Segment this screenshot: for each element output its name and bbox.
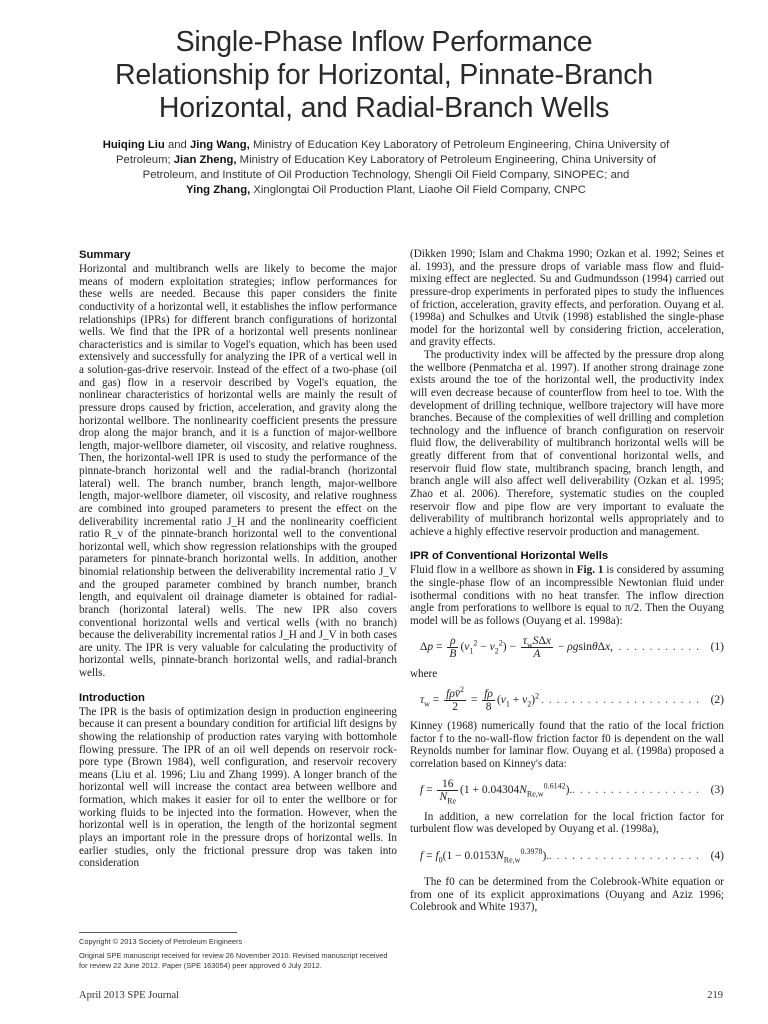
right-paragraph-3: Fluid flow in a wellbore as shown in Fig. 1 is considered by assuming the single-phase flow of an incompressible Newtonian fluid under isothermal conditions with no heat transfer. The inflow direction angle from perforations to wellbore is equal to π/2. Then the Ouyang model will be as follows (Ouyang et al. 1998a): — [410, 564, 724, 627]
equation-dots: . . . . . . . . . . . — [618, 641, 700, 654]
summary-heading: Summary — [79, 249, 131, 261]
introduction-heading: Introduction — [79, 691, 145, 704]
title-line-3: Horizontal, and Radial-Branch Wells — [158, 92, 610, 124]
title-line-1: Single-Phase Inflow Performance — [175, 26, 593, 58]
equation-3-expression: f = $\frac{16}{N_{Re}}$ $(1 + 0.04304N_{Re,w}^{0.6142})$. — [420, 778, 573, 806]
author-line-2 — [66, 153, 706, 168]
title-line-2: Relationship for Horizontal, Pinnate-Branch — [115, 59, 653, 91]
author-name: Jian Zheng, — [173, 154, 237, 166]
author-name: Huiqing Liu — [102, 139, 165, 151]
author-affiliation: Petroleum; — [116, 154, 174, 166]
page-number: 219 — [707, 990, 723, 1001]
author-block — [66, 138, 706, 198]
copyright-note: Copyright © 2013 Society of Petroleum Engineers — [79, 937, 243, 946]
equation-2-number: (2) — [710, 693, 724, 706]
equation-1-expression: Δp = $\frac{\rho}{B}$ $(v_1^2 - v_2^2)$ − $\frac{\tau_wS\Delta x}{A}$ − ρgsinθΔx, — [420, 635, 613, 660]
equation-3 — [410, 776, 724, 806]
equation-2 — [410, 685, 724, 715]
equation-2-expression: $\tau_w$ = $\frac{f\rho v̄^2}{2}$ = $\frac{f\rho}{8}$ $(v_1 + v_2)^2$ — [420, 684, 540, 713]
author-name: Jing Wang, — [189, 139, 250, 151]
equation-3-number: (3) — [710, 784, 724, 797]
introduction-text: The IPR is the basis of optimization design in production engineering because it can present a boundary condition for artificial lift designs by showing the relationship of production rates varying with bottomhole flowing pressure. The IPR of an oil well depends on reservoir rock-pore type (Brown 1984), well configuration, and reservoir recovery means (Liu et al. 1996; Liu and Zhang 1999). A longer branch of the horizontal well will increase the contact area between wellbore and formation, which makes it easier for oil to enter the wellbore or for working fluids to be injected into the formation. However, when the horizontal well is in operation, the length of the horizontal segment plays an important role in the pressure drops of horizontal wells. In earlier studies, only the frictional pressure drop was taken into consideration — [79, 705, 397, 870]
manuscript-note: Original SPE manuscript received for review 26 November 2010. Revised manuscript received for review 22 June 2012. Paper (SPE 163054) peer approved 6 July 2012. — [79, 951, 388, 970]
right-paragraph-6: The f0 can be determined from the Colebrook-White equation or from one of its explicit approximations (Ouyang and Aziz 1996; Colebrook and White 1937), — [410, 875, 724, 914]
equation-dots: . . . . . . . . . . . . . . . . . . . . — [548, 849, 700, 862]
author-affiliation: Ministry of Education Key Laboratory of Petroleum Engineering, China University of — [236, 154, 656, 166]
equation-4-expression: $f = f_0(1 - 0.0153N_{Re,w}^{0.3978})$. — [420, 846, 550, 864]
equation-1 — [410, 633, 724, 663]
ipr-heading: IPR of Conventional Horizontal Wells — [410, 550, 609, 563]
right-column — [410, 248, 724, 914]
summary-text: Horizontal and multibranch wells are likely to become the major means of modern exploitation strategies; inflow performances for these wells are needed. Because this paper considers the finite conductivity of a horizontal well, it establishes the inflow performance relationships (IPRs) for different branch configurations of horizontal wells. We find that the IPR of a horizontal well presents nonlinear characteristics and is similar to Vogel's equation, which has been used extensively and successfully for analyzing the IPR of a vertical well in a solution-gas-drive reservoir. Instead of the effect of a two-phase (oil and gas) flow in a reservoir described by Vogel's equation, the nonlinear characteristics of horizontal wells are mainly the result of pressure drops caused by friction, acceleration, and gravity along the horizontal wellbore. The nonlinearity coefficient presents the pressure drop along the major branch, and it is a function of major-wellbore length, major-wellbore diameter, oil viscosity, and relative roughness. Then, the horizontal-well IPR is used to study the performance of the pinnate-branch horizontal well and the radial-branch (horizontal lateral) well. The branch number, branch length, major-wellbore length, major-wellbore diameter, oil viscosity, and relative roughness are combined into grouped parameters to present the effect on the deliverability incremental ratio J_H and the nonlinearity coefficient ratio R_v of the pinnate-branch horizontal well to the conventional horizontal well, which show regression relationships with the grouped parameters for pinnate-branch horizontal wells. In addition, another binomial relationship between the deliverability incremental ratio J_V and the grouped parameter combined by branch number, branch length, and equivalent oil drainage diameter is obtained for radial-branch (horizontal lateral) wells. The new IPR also covers conventional horizontal wells and vertical wells (with no branch) because the deliverability incremental ratios J_H and J_V in both cases are unity. The IPR is very valuable for calculating the productivity of horizontal wells, pinnate-branch horizontal wells, and radial-branch wells. — [79, 263, 397, 679]
right-paragraph-1: (Dikken 1990; Islam and Chakma 1990; Ozkan et al. 1992; Seines et al. 1993), and the pressure drops of variable mass flow and fluid-mixing effect are neglected. Su and Gudmundsson (1994) carried out pressure-drop experiments in perforated pipes to study the influences of friction, acceleration, gravity effects, and perforation. Ouyang et al. (1998a) and Schulkes and Utvik (1998) established the single-phase model for the horizontal well by considering friction, acceleration, and gravity effects. — [410, 248, 724, 349]
equation-dots: . . . . . . . . . . . . . . . . . . . . . — [541, 693, 700, 706]
equation-1-number: (1) — [710, 641, 724, 654]
equation-4-number: (4) — [710, 849, 724, 862]
paper-title — [60, 26, 708, 125]
equation-dots: . . . . . . . . . . . . . . . . . — [572, 784, 700, 797]
author-line-3: Petroleum, and Institute of Oil Production Technology, Shengli Oil Field Company, SINOPEC; and — [142, 169, 630, 181]
equation-4 — [410, 841, 724, 871]
author-name: Ying Zhang, — [186, 184, 251, 196]
figure-reference: Fig. 1 — [576, 564, 604, 577]
right-paragraph-4: Kinney (1968) numerically found that the ratio of the local friction factor f to the no-wall-flow friction factor f0 is dependent on the wall Reynolds number for laminar flow. Ouyang et al. (1998a) proposed a correlation based on Kinney's data: — [410, 720, 724, 770]
author-affiliation: Xinglongtai Oil Production Plant, Liaohe Oil Field Company, CNPC — [250, 184, 586, 196]
author-line-4 — [66, 183, 706, 198]
journal-footer: April 2013 SPE Journal — [79, 990, 180, 1001]
left-column — [79, 248, 397, 870]
author-line-1 — [66, 138, 706, 153]
footnote-divider — [79, 932, 237, 933]
where-text: where — [410, 667, 438, 680]
author-affiliation: Ministry of Education Key Laboratory of Petroleum Engineering, China University of — [249, 139, 670, 151]
right-paragraph-5: In addition, a new correlation for the local friction factor for turbulent flow was developed by Ouyang et al. (1998a), — [410, 810, 724, 836]
author-conjunction: and — [164, 139, 190, 151]
right-paragraph-2: The productivity index will be affected by the pressure drop along the wellbore (Penmatcha et al. 1997). If another strong drainage zone exists around the toe of the horizontal well, the productivity index will even decrease because of counterflow from heel to toe. With the development of drilling technique, wellbore trajectory will have more branches. Because of the complexities of well drilling and completion technology and the influence of branch configuration on reservoir fluid flow, the deliverability of multibranch horizontal wells will be greatly different from that of conventional horizontal wells, and reservoir fluid flow state, multibranch spacing, branch length, and branch angle will also affect well deliverability (Ozkan et al. 1995; Zhao et al. 2006). Therefore, systematic studies on the coupled reservoir flow and pipe flow are very important to evaluate the deliverability of multibranch horizontal wells appropriately and to achieve a highly effective reservoir production and management. — [410, 349, 724, 538]
